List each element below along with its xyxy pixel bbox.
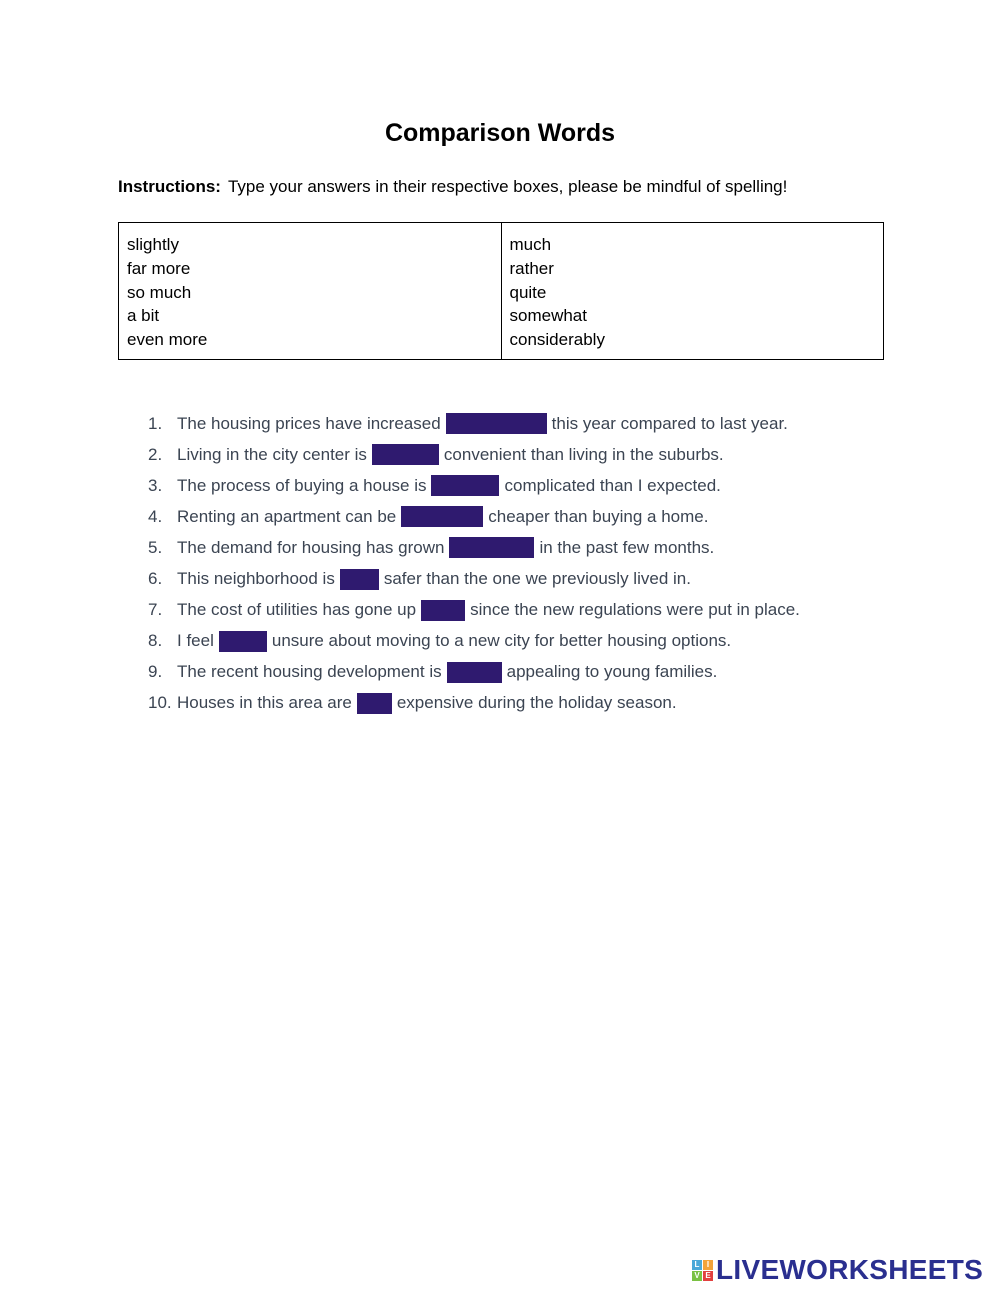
word-bank-item: slightly (127, 235, 179, 254)
answer-blank-input[interactable] (446, 413, 547, 434)
word-bank-item: so much (127, 282, 192, 302)
logo-cell: I (703, 1260, 713, 1270)
logo-cell: L (692, 1260, 702, 1270)
question-list (0, 408, 1000, 719)
question-number: 4. (148, 506, 163, 526)
word-bank-item: quite (509, 282, 547, 302)
answer-blank-input[interactable] (357, 693, 392, 714)
question-number: 8. (148, 631, 163, 651)
question-text-after: complicated than I expected. (504, 475, 721, 495)
word-bank-right-column (501, 223, 884, 359)
question-number: 2. (148, 444, 163, 464)
instructions (118, 176, 787, 198)
question-number: 3. (148, 475, 163, 495)
logo-cell: V (692, 1271, 702, 1281)
question-number: 7. (148, 600, 163, 620)
word-bank-item: rather (509, 258, 554, 278)
question-text-before: The cost of utilities has gone up (177, 600, 417, 620)
answer-blank-input[interactable] (449, 537, 534, 558)
question-item (0, 563, 1000, 594)
word-bank-item: somewhat (509, 306, 587, 326)
question-text-before: Living in the city center is (177, 444, 367, 464)
answer-blank-input[interactable] (401, 506, 483, 527)
question-number: 6. (148, 569, 163, 589)
question-text-before: The process of buying a house is (177, 475, 427, 495)
liveworksheets-logo-icon (692, 1260, 713, 1281)
liveworksheets-wordmark: LIVEWORKSHEETS (716, 1254, 984, 1285)
question-item (0, 501, 1000, 532)
question-text-after: in the past few months. (539, 537, 715, 557)
question-text-before: Houses in this area are (177, 693, 352, 713)
question-number: 1. (148, 413, 163, 433)
word-bank-item: a bit (127, 306, 160, 326)
question-number: 5. (148, 537, 163, 557)
logo-cell: E (703, 1271, 713, 1281)
word-bank-table (118, 222, 884, 360)
instructions-label: Instructions: (118, 177, 221, 196)
question-text-after: unsure about moving to a new city for better housing options. (271, 631, 732, 651)
question-text-after: this year compared to last year. (551, 413, 788, 433)
question-item (0, 626, 1000, 657)
question-item (0, 688, 1000, 719)
question-item (0, 408, 1000, 439)
answer-blank-input[interactable] (421, 600, 465, 621)
question-text-before: Renting an apartment can be (177, 506, 397, 526)
word-bank-item: even more (127, 330, 208, 350)
liveworksheets-branding (692, 1254, 983, 1286)
question-text-before: I feel (177, 631, 214, 651)
word-bank-item: far more (127, 258, 191, 278)
question-text-before: This neighborhood is (177, 569, 335, 589)
question-number: 9. (148, 662, 163, 682)
question-item (0, 595, 1000, 626)
answer-blank-input[interactable] (447, 662, 502, 683)
question-text-before: The recent housing development is (177, 662, 442, 682)
answer-blank-input[interactable] (340, 569, 379, 590)
word-bank-item: much (509, 235, 552, 254)
question-text-after: since the new regulations were put in place. (470, 600, 800, 620)
instructions-text: Type your answers in their respective boxes, please be mindful of spelling! (227, 177, 788, 196)
question-text-after: safer than the one we previously lived in. (383, 569, 691, 589)
word-bank-left-column (119, 223, 501, 359)
answer-blank-input[interactable] (372, 444, 439, 465)
answer-blank-input[interactable] (431, 475, 499, 496)
question-number: 10. (148, 693, 172, 713)
question-text-after: cheaper than buying a home. (488, 506, 709, 526)
question-text-after: convenient than living in the suburbs. (443, 444, 724, 464)
word-bank-item: considerably (509, 330, 605, 350)
question-item (0, 657, 1000, 688)
question-item (0, 470, 1000, 501)
question-text-before: The housing prices have increased (177, 413, 441, 433)
page-title: Comparison Words (384, 119, 616, 147)
question-text-after: expensive during the holiday season. (396, 693, 677, 713)
question-item (0, 532, 1000, 563)
question-text-after: appealing to young families. (506, 662, 718, 682)
question-text-before: The demand for housing has grown (177, 537, 445, 557)
answer-blank-input[interactable] (219, 631, 267, 652)
question-item (0, 439, 1000, 470)
